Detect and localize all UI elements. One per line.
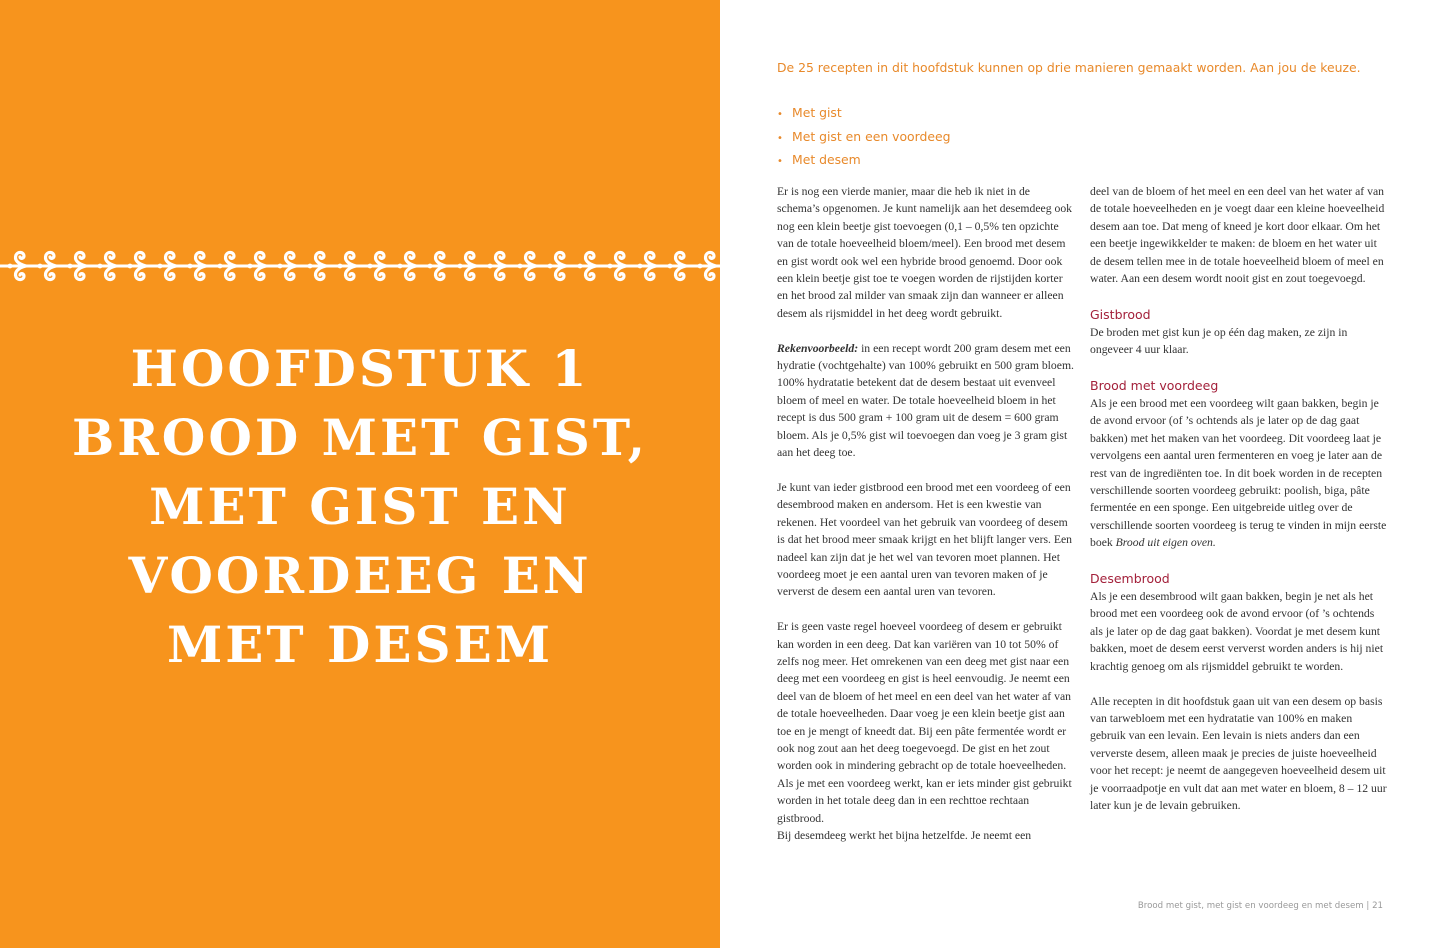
page-number: 21 — [1372, 901, 1383, 911]
section-heading-desembrood: Desembrood — [1090, 571, 1170, 587]
paragraph: Je kunt van ieder gistbrood een brood met een voordeeg of een desembrood maken en andersom. Het is een kwestie van rekenen. Het voordeel van het gebruik van voordeeg of desem is dat het brood meer smaak krijgt en het blijft langer vers. Een nadeel kan zijn dat je het wel van tevoren moet plannen. Het voordeeg moet je een aantal uren van tevoren maken of je ververst de desem een aantal uren van tevoren. — [777, 480, 1073, 599]
decorative-scroll-border — [0, 248, 720, 284]
method-item: • Met gist — [777, 102, 950, 126]
example-text: in een recept wordt 200 gram desem met een hydratie (vochtgehalte) van 100% gebruikt en 500 gram bloem. 100% hydratatie betekent dat de desem bestaat uit evenveel bloem of meel en water. De totale hoeveelheid bloem in het recept is dus 500 gram + 100 gram uit de desem = 600 gram bloem. Als je 0,5% gist wil toevoegen dan voeg je 3 gram gist aan het deeg toe. — [777, 341, 1074, 460]
chapter-title-line: MET GIST EN — [149, 477, 571, 536]
chapter-title-line: HOOFDSTUK 1 — [130, 339, 590, 398]
paragraph — [1090, 395, 1387, 552]
chapter-title-line: VOORDEEG EN — [128, 546, 592, 605]
chapter-title-line: BROOD MET GIST, — [71, 408, 649, 467]
book-title: Brood uit eigen oven. — [1115, 536, 1216, 550]
paragraph: Als je een desembrood wilt gaan bakken, begin je net als het brood met een voordeeg ook de avond ervoor (of ’s ochtends als je later op de dag gaat bakken). Voordat je met desem kunt bakken, moet de desem eerst ververst worden anders is hij niet krachtig genoeg om als rijsmiddel gebruikt te worden. — [1090, 590, 1384, 673]
methods-list — [777, 102, 950, 173]
page-footer — [1138, 901, 1383, 911]
footer-separator: | — [1366, 901, 1370, 911]
paragraph: Alle recepten in dit hoofdstuk gaan uit van een desem op basis van tarwebloem met een hydratatie van 100% en maken gebruik van een levain. Een levain is niets anders dan een ververste desem, alleen maak je precies de juiste hoeveelheid voor het recept: je neemt de aangegeven hoeveelheid desem uit je voorraadpotje en vult dat aan met water en bloem, 8 – 12 uur later kun je de levain gebruiken. — [1090, 694, 1387, 812]
chapter-title-line: MET DESEM — [166, 615, 554, 674]
section-heading-gistbrood: Gistbrood — [1090, 306, 1151, 322]
method-item: • Met desem — [777, 149, 950, 173]
example-label: Rekenvoorbeeld: — [777, 341, 859, 355]
paragraph: deel van de bloem of het meel en een deel van het water af van de totale hoeveelheden en je voegt daar een kleine hoeveelheid desem aan toe. Dat meng of kneed je kort door elkaar. Om het een beetje ingewikkelder te maken: de bloem en het water uit de desem tellen mee in de totale hoeveelheid bloem of meel en water. Aan een desem wordt nooit gist en zout toegevoegd. — [1090, 185, 1385, 286]
paragraph: Er is nog een vierde manier, maar die heb ik niet in de schema’s opgenomen. Je kunt namelijk aan het desemdeeg ook nog een klein beetje gist toevoegen (0,1 – 0,5% ten opzichte van de totale hoeveelheid bloem/meel). Een brood met desem en gist wordt ook wel een hybride brood genoemd. Door ook een klein beetje gist toe te voegen worden de rijstijden korter en het brood zal milder van smaak zijn dan wanneer er alleen desem als rijsmiddel in het deeg wordt gebruikt. — [777, 185, 1073, 320]
paragraph: Er is geen vaste regel hoeveel voordeeg of desem er gebruikt kan worden in een deeg. Dat kan variëren van 10 tot 50% of zelfs nog meer. Het omrekenen van een deeg met gist naar een deeg met een voordeeg en gist is heel eenvoudig. Je neemt een deel van de bloem of het meel en een deel van het water af van de totale hoeveelheden. Daar voeg je een klein beetje gist aan toe en je mengt of kneedt dat. Bij een pâte fermentée wordt er ook nog zout aan het deeg toegevoegd. De gist en het zout worden ook in mindering gebracht op de totale hoeveelheden. Als je met een voordeeg werkt, kan er iets minder gist gebruikt worden in het totale deeg dan in een rechttoe rechtaan gistbrood. — [777, 620, 1072, 825]
section-heading-voordeeg: Brood met voordeeg — [1090, 378, 1219, 394]
text-column-left — [777, 183, 1074, 862]
method-item: • Met gist en een voordeeg — [777, 126, 950, 150]
paragraph — [777, 340, 1074, 462]
running-title: Brood met gist, met gist en voordeeg en met desem — [1137, 901, 1364, 911]
text-column-right — [1090, 183, 1387, 832]
paragraph: Bij desemdeeg werkt het bijna hetzelfde. Je neemt een — [777, 828, 1032, 842]
chapter-title — [0, 334, 720, 679]
voordeeg-text: Als je een brood met een voordeeg wilt gaan bakken, begin je de avond ervoor (of ’s ochtends als je later op de dag gaat bakken) met het maken van het voordeeg. Dit voordeeg laat je vervolgens een aantal uren fermenteren en voeg je later aan de rest van de ingrediënten toe. In dit boek worden in de recepten verschillende soorten voordeeg gebruikt: poolish, biga, pâte fermentée en een sponge. Een uitgebreide uitleg over de verschillende soorten voordeeg is terug te vinden in mijn eerste boek — [1090, 397, 1387, 550]
paragraph: De broden met gist kun je op één dag maken, ze zijn in ongeveer 4 uur klaar. — [1090, 325, 1348, 357]
intro-text: De 25 recepten in dit hoofdstuk kunnen op drie manieren gemaakt worden. Aan jou de keuze. — [777, 60, 1361, 75]
